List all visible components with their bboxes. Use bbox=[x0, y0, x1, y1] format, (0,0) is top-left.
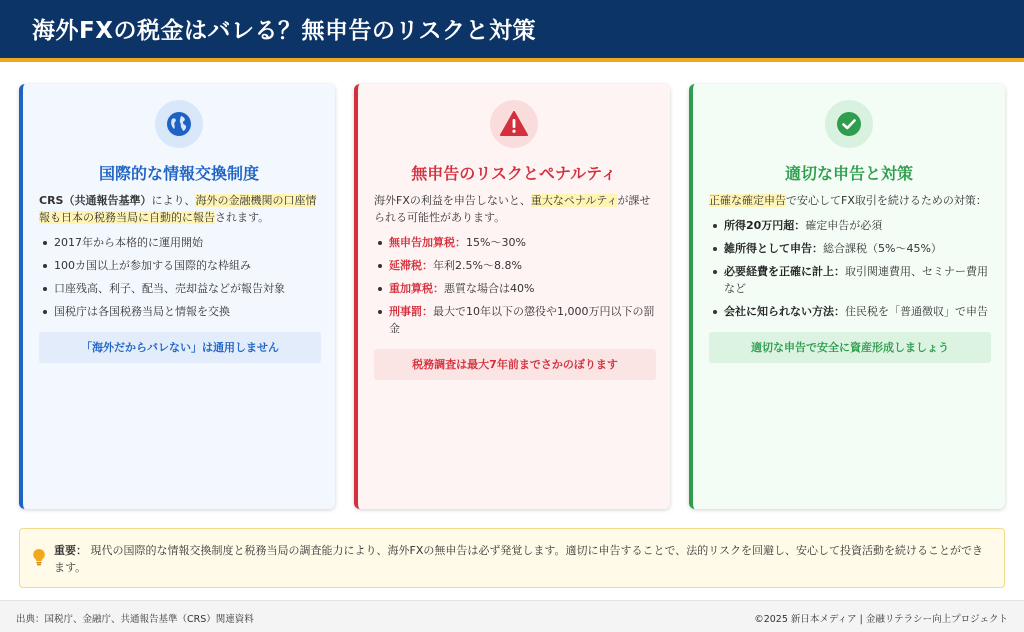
page-title: 海外FXの税金はバレる？無申告のリスクと対策 bbox=[32, 18, 536, 44]
list-item: 重加算税：悪質な場合は40% bbox=[374, 280, 656, 297]
list-item: 所得20万円超：確定申告が必須 bbox=[709, 217, 991, 234]
callout-box: 税務調査は最大7年前までさかのぼります bbox=[374, 349, 656, 380]
list-item: 刑事罰：最大で10年以下の懲役や1,000万円以下の罰金 bbox=[374, 303, 656, 337]
lightbulb-icon bbox=[32, 548, 46, 570]
copyright-text: ©2025 新日本メディア | 金融リテラシー向上プロジェクト bbox=[754, 614, 1008, 625]
card-title: 無申告のリスクとペナルティ bbox=[411, 164, 617, 183]
card-intro: CRS（共通報告基準）により、海外の金融機関の口座情報も日本の税務当局に自動的に報告されます。 bbox=[39, 194, 317, 224]
list-item: 必要経費を正確に計上：取引関連費用、セミナー費用など bbox=[709, 263, 991, 297]
card-title: 適切な申告と対策 bbox=[784, 164, 913, 183]
point-list bbox=[709, 217, 991, 320]
notice-text: 現代の国際的な情報交換制度と税務当局の調査能力により、海外FXの無申告は必ず発覚します。適切に申告することで、法的リスクを回避し、安心して投資活動を続けることができます。 bbox=[54, 544, 984, 574]
notice-label: 重要： bbox=[54, 544, 87, 557]
check-circle-icon bbox=[825, 100, 873, 148]
card-risk-penalty bbox=[354, 84, 670, 509]
list-item: 国税庁は各国税務当局と情報を交換 bbox=[39, 303, 321, 320]
point-list bbox=[374, 234, 656, 337]
important-notice bbox=[19, 528, 1005, 588]
list-item: 会社に知られない方法：住民税を「普通徴収」で申告 bbox=[709, 303, 991, 320]
callout-box: 「海外だからバレない」は通用しません bbox=[39, 332, 321, 363]
globe-icon bbox=[155, 100, 203, 148]
list-item: 延滞税：年利2.5%〜8.8% bbox=[374, 257, 656, 274]
list-item: 雑所得として申告：総合課税（5%〜45%） bbox=[709, 240, 991, 257]
list-item: 100カ国以上が参加する国際的な枠組み bbox=[39, 257, 321, 274]
page-footer bbox=[0, 600, 1024, 632]
list-item: 口座残高、利子、配当、売却益などが報告対象 bbox=[39, 280, 321, 297]
callout-box: 適切な申告で安全に資産形成しましょう bbox=[709, 332, 991, 363]
card-international-exchange bbox=[19, 84, 335, 509]
point-list bbox=[39, 234, 321, 320]
list-item: 2017年から本格的に運用開始 bbox=[39, 234, 321, 251]
warning-icon bbox=[490, 100, 538, 148]
card-intro: 正確な確定申告で安心してFX取引を続けるための対策： bbox=[709, 194, 987, 207]
card-proper-filing bbox=[689, 84, 1005, 509]
list-item: 無申告加算税：15%〜30% bbox=[374, 234, 656, 251]
card-title: 国際的な情報交換制度 bbox=[98, 164, 259, 183]
page-header bbox=[0, 0, 1024, 62]
card-intro: 海外FXの利益を申告しないと、重大なペナルティが課せられる可能性があります。 bbox=[374, 194, 651, 224]
source-text: 出典：国税庁、金融庁、共通報告基準（CRS）関連資料 bbox=[16, 614, 254, 625]
